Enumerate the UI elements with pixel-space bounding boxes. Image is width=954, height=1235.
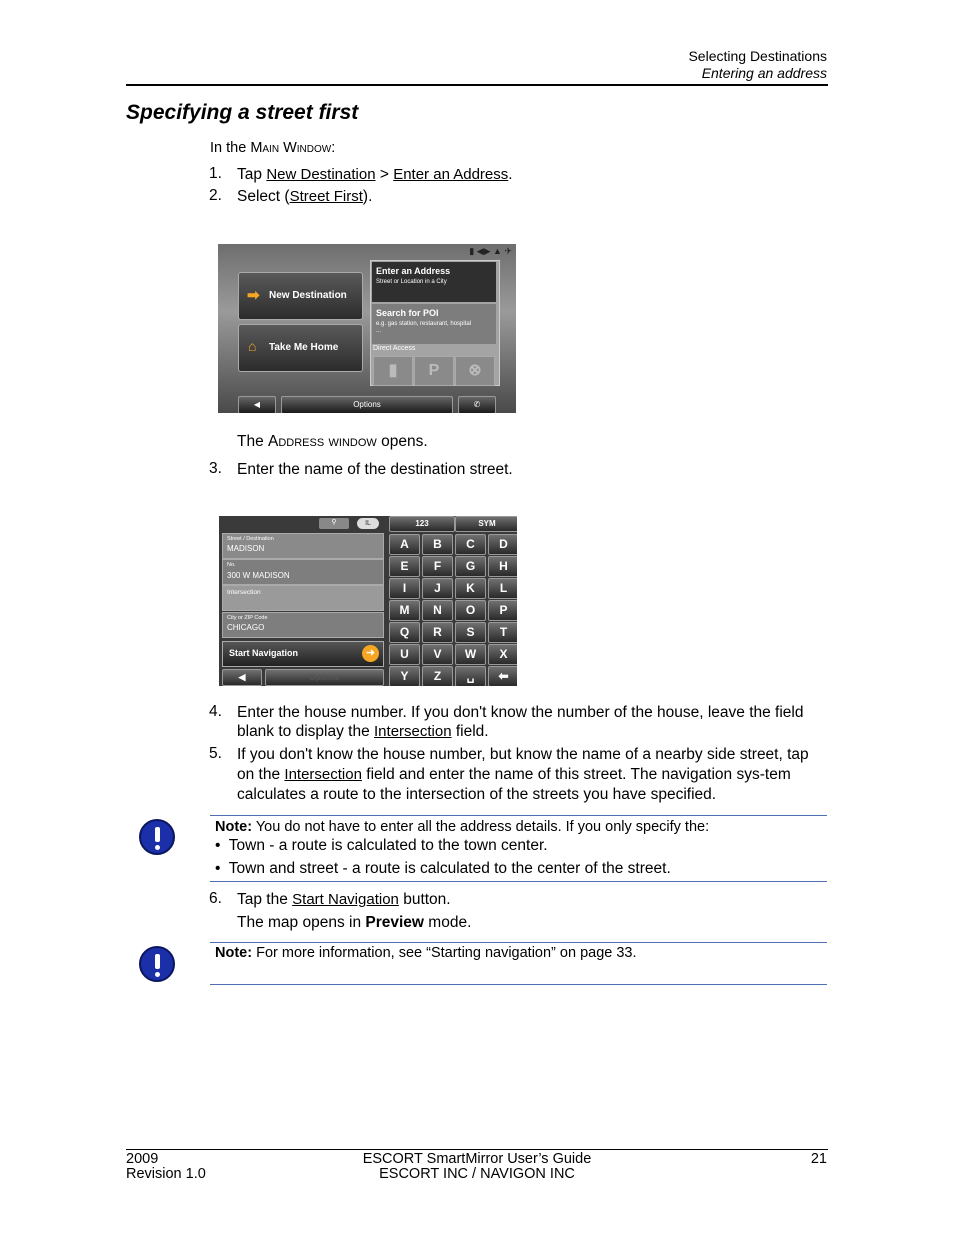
page-number: 21 <box>810 1151 827 1167</box>
header-rule <box>126 84 828 86</box>
note-2-text: For more information, see “Starting navigation” on page 33. <box>252 945 637 961</box>
step-6-text: Tap the <box>237 891 293 908</box>
search-toggle[interactable] <box>319 518 349 529</box>
step-2 <box>237 187 827 206</box>
step-5-text: If you don't know the house number, but know the name of a nearby side street, tap on the <box>237 746 809 783</box>
home-icon: ⌂ <box>248 338 257 354</box>
street-field[interactable] <box>222 533 384 559</box>
footer-revision: Revision 1.0 <box>126 1166 206 1182</box>
street-field-value: MADISON <box>227 544 265 553</box>
options-button[interactable] <box>281 396 453 413</box>
key-backspace[interactable]: ⬅ <box>488 666 517 686</box>
key-c[interactable]: C <box>455 534 486 555</box>
city-field-label: City or ZIP Code <box>227 615 268 621</box>
note-1-bullet-2: • Town and street - a route is calculated to the center of the street. <box>215 860 671 877</box>
note-2-top-rule <box>210 942 827 943</box>
key-f[interactable]: F <box>422 556 453 577</box>
key-w[interactable]: W <box>455 644 486 665</box>
step-5-number: 5. <box>209 745 222 762</box>
arrow-right-icon: ➡ <box>247 287 260 304</box>
note-1-top-rule <box>210 815 827 816</box>
note-1-bottom-rule <box>210 881 827 882</box>
intro-line <box>210 139 335 158</box>
search-poi-sub: e.g. gas station, restaurant, hospital <box>376 321 472 327</box>
step-5-end: field and enter the name of this street. The navigation sys-tem calculates a route to the intersection of the streets you have specified. <box>237 766 791 803</box>
key-m[interactable]: M <box>389 600 420 621</box>
link-new-destination[interactable]: New Destination <box>266 166 376 183</box>
poi-parking-button[interactable] <box>414 356 454 386</box>
parking-icon: P <box>428 362 440 379</box>
back-arrow-icon: ◀ <box>253 400 261 409</box>
address-opens-suffix: opens. <box>376 433 428 450</box>
key-r[interactable]: R <box>422 622 453 643</box>
key-n[interactable]: N <box>422 600 453 621</box>
step-4-number: 4. <box>209 703 222 720</box>
key-e[interactable]: E <box>389 556 420 577</box>
link-intersection-2[interactable]: Intersection <box>284 766 362 783</box>
key-z[interactable]: Z <box>422 666 453 686</box>
step-4 <box>237 703 827 741</box>
city-field-value: CHICAGO <box>227 623 265 632</box>
key-k[interactable]: K <box>455 578 486 599</box>
new-destination-button[interactable] <box>238 272 363 320</box>
intro-window: Main Window <box>250 140 332 156</box>
start-navigation-label: Start Navigation <box>229 648 299 658</box>
tab-123[interactable]: 123 <box>389 516 455 532</box>
address-opens-prefix: The <box>237 433 269 450</box>
poi-restaurant-button[interactable] <box>455 356 495 386</box>
search-poi-item[interactable] <box>372 304 496 344</box>
house-number-label: No. <box>227 562 236 568</box>
phone-icon: ✆ <box>473 400 481 409</box>
note-1-text: You do not have to enter all the address details. If you only specify the: <box>252 819 710 835</box>
step-6-result-text: The map opens in <box>237 914 366 931</box>
note-icon-2 <box>139 946 175 982</box>
fuel-icon: ▮ <box>388 362 398 379</box>
step-6-preview: Preview <box>365 914 424 931</box>
step-1 <box>237 165 827 184</box>
direct-access-label: Direct Access <box>373 345 416 352</box>
key-s[interactable]: S <box>455 622 486 643</box>
options-label: Options <box>353 400 381 409</box>
note-2-label: Note: <box>215 945 253 961</box>
restaurant-icon: ⊗ <box>468 362 482 379</box>
main-window-screenshot <box>218 244 516 413</box>
step-6-end: button. <box>398 891 451 908</box>
country-badge[interactable]: IL <box>357 518 379 529</box>
key-g[interactable]: G <box>455 556 486 577</box>
step-4-end: field. <box>451 723 489 740</box>
intersection-label: Intersection <box>227 589 261 596</box>
link-intersection[interactable]: Intersection <box>374 723 452 740</box>
street-field-label: Street / Destination <box>227 536 274 542</box>
key-l[interactable]: L <box>488 578 517 599</box>
step-6-result <box>237 913 827 932</box>
note-1-bullet-2-text: Town and street - a route is calculated to the center of the street. <box>228 860 671 877</box>
page-title: Specifying a street first <box>126 101 359 124</box>
address-opens-window: Address window <box>268 433 377 450</box>
step-6-result-end: mode. <box>424 914 472 931</box>
enter-address-item[interactable] <box>372 262 496 302</box>
key-p[interactable]: P <box>488 600 517 621</box>
note-icon <box>139 819 175 855</box>
step-1-number: 1. <box>209 165 222 182</box>
enter-address-sub: Street or Location in a City <box>376 279 447 285</box>
key-a[interactable]: A <box>389 534 420 555</box>
step-1-end: . <box>508 166 513 183</box>
key-u[interactable]: U <box>389 644 420 665</box>
step-4-text: Enter the house number. If you don't know the number of the house, leave the field blank to display the <box>237 704 804 740</box>
key-b[interactable]: B <box>422 534 453 555</box>
note-1-bullet-1-text: Town - a route is calculated to the town center. <box>228 837 548 854</box>
step-2-end: ). <box>362 188 373 205</box>
search-poi-more: ... <box>376 328 382 334</box>
key-o[interactable]: O <box>455 600 486 621</box>
back-button[interactable] <box>238 396 276 413</box>
header-section: Selecting Destinations <box>688 48 827 64</box>
key-j[interactable]: J <box>422 578 453 599</box>
step-1-text: Tap <box>237 166 267 183</box>
arrow-right-icon: ➜ <box>362 645 379 662</box>
new-destination-label: New Destination <box>269 290 347 301</box>
step-6-number: 6. <box>209 890 222 907</box>
tab-sym[interactable]: SYM <box>455 516 517 532</box>
step-3: Enter the name of the destination street. <box>237 461 513 478</box>
key-space[interactable]: ␣ <box>455 666 486 686</box>
note-1-bullet-1: • Town - a route is calculated to the town center. <box>215 837 548 854</box>
back-button[interactable] <box>222 669 262 686</box>
intro-prefix: In the <box>210 140 251 156</box>
note-2 <box>215 944 825 962</box>
note-2-bottom-rule <box>210 984 827 985</box>
take-me-home-label: Take Me Home <box>269 342 339 353</box>
step-5 <box>237 745 827 805</box>
key-d[interactable]: D <box>488 534 517 555</box>
step-1-sep: > <box>375 166 394 183</box>
link-street-first[interactable]: Street First <box>289 188 363 205</box>
search-poi-title: Search for POI <box>376 308 439 318</box>
header-subsection: Entering an address <box>701 65 827 81</box>
step-2-text: Select ( <box>237 188 290 205</box>
key-x[interactable]: X <box>488 644 517 665</box>
take-me-home-button[interactable] <box>238 324 363 372</box>
footer-company: ESCORT INC / NAVIGON INC <box>379 1166 575 1182</box>
status-icons: ▮ ◀▶ ▲ ✈ <box>469 246 512 256</box>
intersection-field[interactable] <box>222 585 384 611</box>
back-arrow-icon: ◀ <box>238 672 246 682</box>
key-h[interactable]: H <box>488 556 517 577</box>
search-icon: ⚲ <box>331 519 337 526</box>
key-q[interactable]: Q <box>389 622 420 643</box>
options-button[interactable]: Options <box>265 669 384 686</box>
key-i[interactable]: I <box>389 578 420 599</box>
footer-guide: ESCORT SmartMirror User’s Guide <box>362 1151 592 1167</box>
footer-rule <box>126 1149 828 1150</box>
key-y[interactable]: Y <box>389 666 420 686</box>
start-navigation-button[interactable] <box>222 641 384 667</box>
note-1-label: Note: <box>215 819 253 835</box>
poi-fuel-button[interactable] <box>373 356 413 386</box>
key-t[interactable]: T <box>488 622 517 643</box>
footer-year: 2009 <box>126 1151 159 1167</box>
note-1 <box>215 818 825 836</box>
city-field[interactable] <box>222 612 384 638</box>
step-6 <box>237 890 827 909</box>
house-number-value: 300 W MADISON <box>227 571 290 580</box>
enter-address-title: Enter an Address <box>376 266 451 276</box>
address-opens-line <box>237 432 428 451</box>
link-enter-an-address[interactable]: Enter an Address <box>393 166 509 183</box>
phone-button[interactable] <box>458 396 496 413</box>
house-number-field[interactable] <box>222 559 384 585</box>
step-2-number: 2. <box>209 187 222 204</box>
link-start-navigation[interactable]: Start Navigation <box>292 891 399 908</box>
address-window-screenshot <box>219 516 517 686</box>
intro-suffix: : <box>331 140 336 156</box>
key-v[interactable]: V <box>422 644 453 665</box>
step-3-number: 3. <box>209 460 222 477</box>
